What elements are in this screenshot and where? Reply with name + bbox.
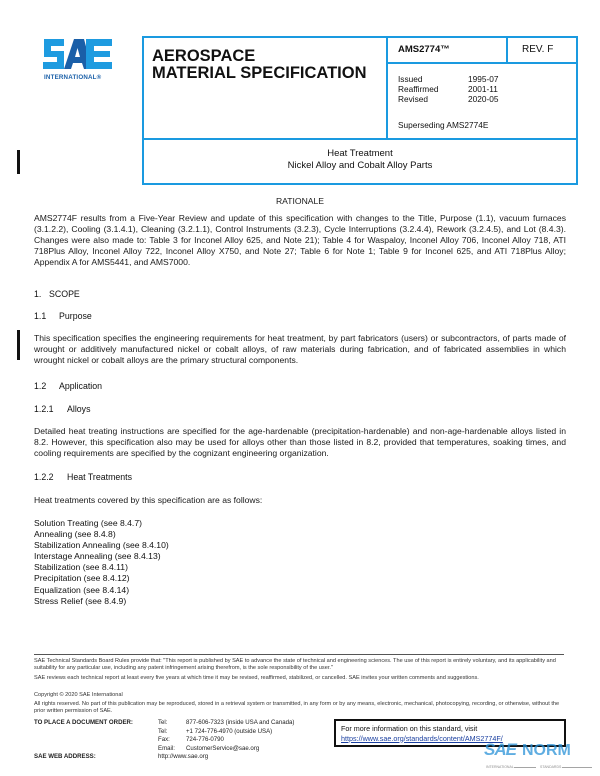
spec-header-box	[142, 36, 578, 185]
doc-id: AMS2774™	[388, 38, 508, 64]
email-link[interactable]: CustomerService@sae.org	[186, 744, 260, 752]
revision: REV. F	[508, 38, 576, 64]
subject-line2: Nickel Alloy and Cobalt Alloy Parts	[287, 160, 433, 171]
change-bar-title	[17, 150, 20, 174]
list-item: Equalization (see 8.4.14)	[34, 584, 130, 595]
spec-subject	[144, 138, 576, 183]
list-item: Annealing (see 8.4.8)	[34, 529, 116, 540]
footer-rights-text: All rights reserved. No part of this publication may be reproduced, stored in a retrieval system or transmitted, in any form or by any means, electronic, mechanical, photocopying, recording, or otherwise, without the prior written permission of SAE.	[34, 701, 560, 715]
phone-international: +1 724-776-4970 (outside USA)	[186, 727, 273, 735]
watermark-word: NORM	[522, 742, 571, 759]
spec-meta	[388, 38, 576, 138]
rationale-heading: RATIONALE	[275, 196, 325, 206]
heat-treatments-intro: Heat treatments covered by this specification are as follows:	[34, 495, 263, 505]
order-label: TO PLACE A DOCUMENT ORDER:	[34, 719, 133, 726]
sae-logo-icon	[42, 35, 114, 73]
section-alloys: 1.2.1 Alloys	[34, 404, 91, 414]
footer-review-text: SAE reviews each technical report at least every five years at which time it may be revised, reaffirmed, stabilized, or cancelled. SAE invites your written comments and suggestions.	[34, 675, 479, 681]
web-address-label: SAE WEB ADDRESS:	[34, 753, 96, 760]
watermark-brand: SAE	[484, 740, 516, 759]
spec-type-line1: AEROSPACE	[152, 47, 256, 65]
watermark-rule-right	[562, 767, 592, 768]
list-item: Interstage Annealing (see 8.4.13)	[34, 551, 161, 562]
section-scope: 1. SCOPE	[34, 289, 80, 299]
sae-logo	[42, 35, 122, 83]
web-address-link[interactable]: http://www.sae.org	[158, 753, 209, 760]
heat-treatments-list	[34, 518, 169, 607]
section-heat-treatments: 1.2.2 Heat Treatments	[34, 472, 133, 482]
footer-copyright: Copyright © 2020 SAE International	[34, 692, 123, 698]
change-bar-purpose	[17, 330, 20, 360]
list-item: Precipitation (see 8.4.12)	[34, 573, 130, 584]
date-row-reaffirmed: Reaffirmed 2001-11	[398, 84, 498, 94]
date-table	[398, 74, 498, 104]
subject-line1: Heat Treatment	[327, 148, 393, 159]
fax: 724-776-0790	[186, 736, 224, 743]
more-info-text: For more information on this standard, visit	[341, 724, 478, 733]
watermark-sub-right: STANDARDS	[540, 765, 562, 769]
watermark-sub-left: INTERNATIONAL	[486, 765, 514, 769]
footer-divider	[34, 654, 564, 655]
spec-type	[144, 38, 388, 138]
list-item: Stabilization (see 8.4.11)	[34, 562, 128, 573]
date-row-issued: Issued 1995-07	[398, 74, 499, 84]
section-application: 1.2 Application	[34, 381, 103, 391]
rationale-text: AMS2774F results from a Five-Year Review and update of this specification with changes to the Title, Purpose (1.1), vacuum furnaces (3.1.2.2), Cooling (3.1.4.1), Cleaning (3.2.1.1), Control Instruments (3.2.3), Cycle Interruptions (3.2.4.4), Rework (3.2.4.5), and Lot (8.4.3). Changes were also made to: Table 3 for Inconel Alloy 625, and Note 21); Table 4 for Waspaloy, Inconel Alloy 706, Inconel Alloy 718, ATI 718Plus Alloy, Inconel Alloy 722, Inconel Alloy X750, and Note 27; Table 6 for Note 1; Table 9 for Inconel 625, and ATI 718Plus Alloy; Appendix A for AMS5441, and AMS7000.	[34, 213, 566, 267]
list-item: Stress Relief (see 8.4.9)	[34, 595, 127, 606]
alloys-text: Detailed heat treating instructions are specified for the age-hardenable (precipitation-hardenable) and non-age-hardenable alloys listed in 8.2. However, this specification also may be used for alloys other than those listed in 8.2, provided that temperatures, soaking times, and cooling requirements are specified by the cognizant engineering organization.	[34, 426, 566, 458]
standard-link[interactable]: https://www.sae.org/standards/content/AMS2774F/	[341, 733, 503, 743]
spec-type-line2: MATERIAL SPECIFICATION	[152, 64, 367, 82]
purpose-text: This specification specifies the engineering requirements for heat treatment, by part fabricators (users) or subcontractors, of parts made of wrought or additively manufactured nickel or cobalt alloys, of raw materials during fabrication, and of fabricated assemblies in which wrought nickel or cobalt alloys are the primary structural components.	[34, 333, 566, 365]
list-item: Solution Treating (see 8.4.7)	[34, 518, 142, 528]
section-purpose: 1.1 Purpose	[34, 311, 92, 321]
list-item: Stabilization Annealing (see 8.4.10)	[34, 540, 169, 551]
footer-rules-text: SAE Technical Standards Board Rules provide that: "This report is published by SAE to advance the state of technical and engineering sciences. The use of this report is entirely voluntary, and its applicability and suitability for any particular use, including any patent infringement arising therefrom, is the sole responsibility of the user."	[34, 658, 556, 672]
phone-domestic: 877-606-7323 (inside USA and Canada)	[186, 719, 295, 726]
watermark-rule-left	[514, 767, 536, 768]
sae-norm-watermark	[484, 740, 596, 774]
date-row-revised: Revised 2020-05	[398, 94, 499, 104]
logo-subtitle: INTERNATIONAL®	[44, 74, 102, 81]
superseding: Superseding AMS2774E	[398, 120, 489, 130]
